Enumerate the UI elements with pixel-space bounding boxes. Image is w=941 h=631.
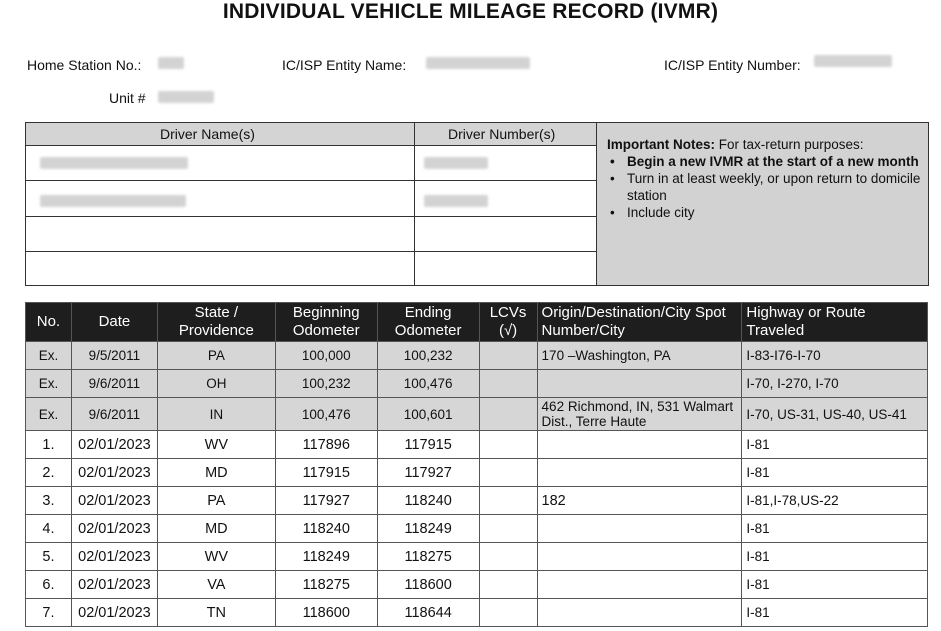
col-header-state: State / Providence	[157, 303, 275, 342]
cell-no: 2.	[26, 459, 72, 487]
table-row	[26, 431, 928, 459]
cell-origin	[537, 543, 742, 571]
notes-intro	[607, 137, 928, 152]
col-header-lcv: LCVs (√)	[479, 303, 537, 342]
cell-origin: 462 Richmond, IN, 531 Walmart Dist., Terre Haute	[537, 398, 742, 431]
table-row	[26, 571, 928, 599]
entity-name-value-redacted	[426, 57, 530, 69]
notes-list	[607, 153, 928, 221]
cell-lcv	[479, 571, 537, 599]
cell-lcv	[479, 599, 537, 627]
cell-state: MD	[157, 515, 275, 543]
note-item: • Include city	[607, 204, 928, 221]
cell-state: WV	[157, 543, 275, 571]
cell-state: WV	[157, 431, 275, 459]
page-title: INDIVIDUAL VEHICLE MILEAGE RECORD (IVMR)	[222, 0, 719, 23]
entity-number-value-redacted	[814, 55, 892, 67]
driver-number-header: Driver Number(s)	[448, 126, 556, 142]
cell-date: 02/01/2023	[71, 459, 157, 487]
table-row-example	[26, 342, 928, 370]
cell-begin-odometer: 118249	[275, 543, 377, 571]
home-station-label: Home Station No.:	[27, 57, 142, 73]
cell-lcv	[479, 543, 537, 571]
cell-origin: 182	[537, 487, 742, 515]
cell-origin: 170 –Washington, PA	[537, 342, 742, 370]
important-notes	[597, 122, 929, 286]
cell-origin	[537, 571, 742, 599]
cell-date: 9/5/2011	[71, 342, 157, 370]
cell-begin-odometer: 117927	[275, 487, 377, 515]
col-header-no: No.	[26, 303, 72, 342]
table-row	[26, 459, 928, 487]
driver-name-header: Driver Name(s)	[160, 126, 255, 142]
mileage-log-table	[25, 302, 928, 627]
cell-no: 1.	[26, 431, 72, 459]
cell-lcv	[479, 487, 537, 515]
cell-no: 7.	[26, 599, 72, 627]
cell-state: IN	[157, 398, 275, 431]
col-header-route: Highway or Route Traveled	[742, 303, 928, 342]
cell-state: PA	[157, 342, 275, 370]
driver-name-2-redacted	[40, 195, 186, 207]
col-header-origin: Origin/Destination/City Spot Number/City	[537, 303, 742, 342]
cell-lcv	[479, 431, 537, 459]
cell-route: I-81	[742, 571, 928, 599]
note-item: • Turn in at least weekly, or upon return to domicile station	[607, 170, 928, 204]
cell-route: I-81	[742, 431, 928, 459]
cell-end-odometer: 118275	[377, 543, 479, 571]
cell-route: I-70, I-270, I-70	[742, 370, 928, 398]
table-row	[26, 599, 928, 627]
table-row	[26, 543, 928, 571]
cell-lcv	[479, 515, 537, 543]
driver-row-divider	[26, 180, 596, 181]
home-station-value-redacted	[158, 57, 184, 69]
cell-begin-odometer: 100,000	[275, 342, 377, 370]
cell-origin	[537, 370, 742, 398]
table-row	[26, 515, 928, 543]
col-header-end-odometer: Ending Odometer	[377, 303, 479, 342]
driver-name-1-redacted	[40, 157, 188, 169]
table-header-row	[26, 303, 928, 342]
cell-begin-odometer: 100,476	[275, 398, 377, 431]
cell-no: Ex.	[26, 398, 72, 431]
cell-route: I-70, US-31, US-40, US-41	[742, 398, 928, 431]
table-row-example	[26, 370, 928, 398]
driver-number-2-redacted	[424, 195, 488, 207]
cell-end-odometer: 100,601	[377, 398, 479, 431]
driver-table	[25, 122, 597, 286]
cell-begin-odometer: 118240	[275, 515, 377, 543]
notes-intro-text: For tax-return purposes:	[715, 137, 864, 152]
cell-date: 02/01/2023	[71, 599, 157, 627]
cell-end-odometer: 117927	[377, 459, 479, 487]
cell-date: 9/6/2011	[71, 370, 157, 398]
cell-no: Ex.	[26, 342, 72, 370]
cell-begin-odometer: 117915	[275, 459, 377, 487]
cell-end-odometer: 118644	[377, 599, 479, 627]
entity-number-label: IC/ISP Entity Number:	[664, 57, 801, 73]
cell-begin-odometer: 118275	[275, 571, 377, 599]
cell-lcv	[479, 398, 537, 431]
cell-route: I-81	[742, 599, 928, 627]
cell-no: 5.	[26, 543, 72, 571]
cell-end-odometer: 118600	[377, 571, 479, 599]
cell-no: 4.	[26, 515, 72, 543]
cell-origin	[537, 431, 742, 459]
cell-begin-odometer: 118600	[275, 599, 377, 627]
cell-date: 9/6/2011	[71, 398, 157, 431]
cell-state: PA	[157, 487, 275, 515]
cell-end-odometer: 118240	[377, 487, 479, 515]
cell-route: I-81	[742, 543, 928, 571]
cell-begin-odometer: 100,232	[275, 370, 377, 398]
cell-date: 02/01/2023	[71, 515, 157, 543]
cell-origin	[537, 515, 742, 543]
entity-name-label: IC/ISP Entity Name:	[282, 57, 407, 73]
cell-lcv	[479, 342, 537, 370]
notes-intro-bold: Important Notes:	[607, 137, 715, 152]
cell-route: I-81,I-78,US-22	[742, 487, 928, 515]
cell-end-odometer: 100,232	[377, 342, 479, 370]
driver-table-header	[26, 123, 596, 146]
cell-date: 02/01/2023	[71, 487, 157, 515]
cell-begin-odometer: 117896	[275, 431, 377, 459]
cell-lcv	[479, 459, 537, 487]
cell-route: I-81	[742, 515, 928, 543]
cell-date: 02/01/2023	[71, 543, 157, 571]
driver-row-divider	[26, 251, 596, 252]
driver-number-1-redacted	[424, 157, 488, 169]
cell-no: Ex.	[26, 370, 72, 398]
cell-no: 6.	[26, 571, 72, 599]
cell-end-odometer: 117915	[377, 431, 479, 459]
driver-row-divider	[26, 216, 596, 217]
cell-origin	[537, 459, 742, 487]
col-header-begin-odometer: Beginning Odometer	[275, 303, 377, 342]
cell-route: I-81	[742, 459, 928, 487]
driver-table-divider	[414, 123, 415, 285]
unit-label: Unit #	[109, 90, 146, 106]
cell-end-odometer: 118249	[377, 515, 479, 543]
cell-state: TN	[157, 599, 275, 627]
cell-state: OH	[157, 370, 275, 398]
cell-route: I-83-I76-I-70	[742, 342, 928, 370]
cell-date: 02/01/2023	[71, 431, 157, 459]
col-header-date: Date	[71, 303, 157, 342]
table-row-example	[26, 398, 928, 431]
cell-end-odometer: 100,476	[377, 370, 479, 398]
note-item: • Begin a new IVMR at the start of a new month	[607, 153, 928, 170]
cell-date: 02/01/2023	[71, 571, 157, 599]
table-row	[26, 487, 928, 515]
cell-state: MD	[157, 459, 275, 487]
cell-lcv	[479, 370, 537, 398]
unit-value-redacted	[158, 91, 214, 103]
cell-state: VA	[157, 571, 275, 599]
cell-origin	[537, 599, 742, 627]
cell-no: 3.	[26, 487, 72, 515]
